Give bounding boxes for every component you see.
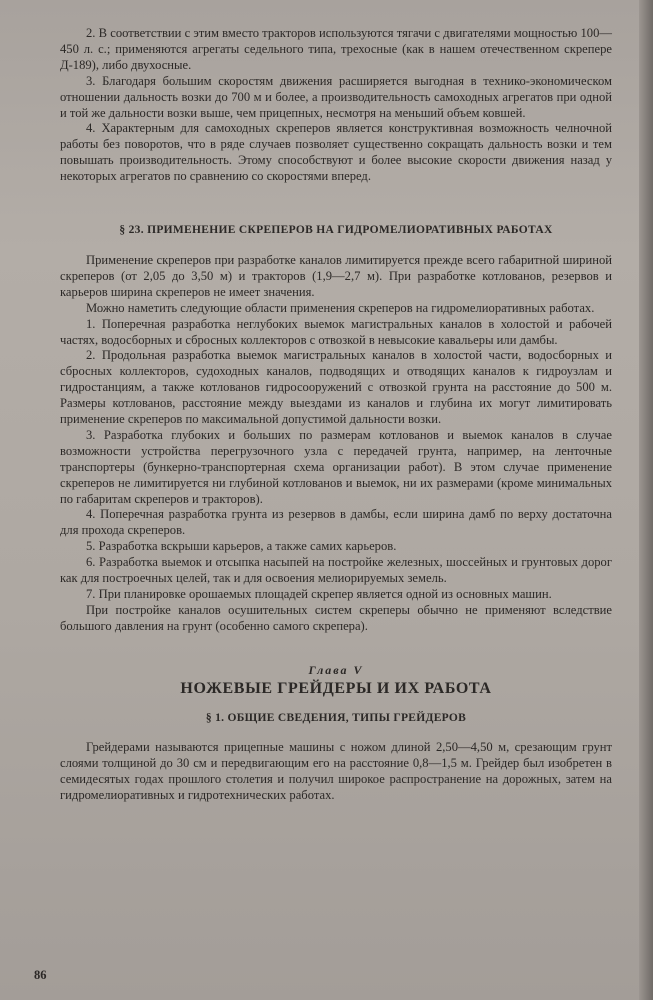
paragraph: Можно наметить следующие области применения скреперов на гидромелиоративных работах. [86, 300, 595, 315]
paragraph: 4. Характерным для самоходных скреперов является конструктивная возможность челночной работы без поворотов, что в ряде случаев позволяет существенно сокращать дальность возки и тем повышать производительность. Этому способствуют и более высокие скорости движения назад у некоторых агрегатов по сравнению со скоростями вперед. [60, 121, 612, 184]
paragraph: 2. В соответствии с этим вместо тракторов используются тягачи с двигателями мощностью 100—450 л. с.; применяются агрегаты седельного типа, трехосные (как в нашем отечественном скрепере Д-189), либо двухосные. [60, 26, 612, 72]
paragraph: При постройке каналов осушительных систем скреперы обычно не применяют вследствие большого давления на грунт (особенно самого скрепера). [60, 602, 612, 633]
list-item: 3. Разработка глубоких и больших по размерам котлованов и выемок каналов в случае возможности устройства перегрузочного узла с передачей грунта, например, на ленточные транспортеры (бункерно-транспортерная схема организации работ). В этом случае применение скреперов не лимитируется ни глубиной котлованов и выемок, ни их размерами (кроме минимальных по габаритам скреперов и тракторов). [60, 427, 612, 506]
list-item: 7. При планировке орошаемых площадей скрепер является одной из основных машин. [86, 587, 552, 601]
chapter-label: Глава V [308, 662, 364, 677]
chapter-title: НОЖЕВЫЕ ГРЕЙДЕРЫ И ИХ РАБОТА [180, 679, 492, 697]
paragraph: 3. Благодаря большим скоростям движения расширяется выгодная в технико-экономическом отношении дальность возки до 700 м и более, а производительность самоходных агрегатов при одной и той же дальности возки выше, чем прицепных, несмотря на меньший объем ковшей. [60, 73, 612, 120]
list-item: 6. Разработка выемок и отсыпка насыпей на постройке железных, шоссейных и грунтовых дорог как для построечных целей, так и для освоения мелиорируемых земель. [60, 555, 612, 586]
page-edge-shadow [639, 0, 653, 1000]
page-number: 86 [34, 968, 47, 982]
list-item: 2. Продольная разработка выемок магистральных каналов в холостой части, водосборных и сбросных коллекторов, судоходных каналов, подводящих и отводящих каналов к гидроузлам и гидростанциям, а также котлованов гидросооружений с отвозкой грунта на расстояние до 500 м. Размеры котлованов, расстояние между выездами из каналов и глубина их могут лимитировать применение скреперов по максимальной допустимой дальности возки. [60, 348, 612, 427]
page-content [60, 26, 612, 804]
list-item: 1. Поперечная разработка неглубоких выемок магистральных каналов в холостой и рабочей частях, водосборных и сбросных коллекторов с отвозкой в невысокие кавальеры или дамбы. [60, 316, 612, 347]
list-item: 5. Разработка вскрыши карьеров, а также самих карьеров. [86, 539, 397, 554]
paragraph: Применение скреперов при разработке каналов лимитируется прежде всего габаритной шириной скреперов (от 2,05 до 3,50 м) и тракторов (1,9—2,7 м). При разработке котлованов, резервов и карьеров ширина скреперов не имеет значения. [60, 252, 612, 299]
paragraph: Грейдерами называются прицепные машины с ножом длиной 2,50—4,50 м, срезающим грунт слоями толщиной до 30 см и передвигающим его на расстояние 0,8—1,5 м. Грейдер был изобретен в семидесятых годах прошлого столетия и получил широкое распространение на дорожных, затем на гидромелиоративных и гидротехнических работах. [60, 740, 612, 803]
subsection-heading: § 1. ОБЩИЕ СВЕДЕНИЯ, ТИПЫ ГРЕЙДЕРОВ [205, 711, 467, 724]
list-item: 4. Поперечная разработка грунта из резервов в дамбы, если ширина дамб по верху достаточна для прохода скреперов. [60, 507, 612, 538]
section-heading: § 23. ПРИМЕНЕНИЕ СКРЕПЕРОВ НА ГИДРОМЕЛИОРАТИВНЫХ РАБОТАХ [119, 224, 553, 237]
